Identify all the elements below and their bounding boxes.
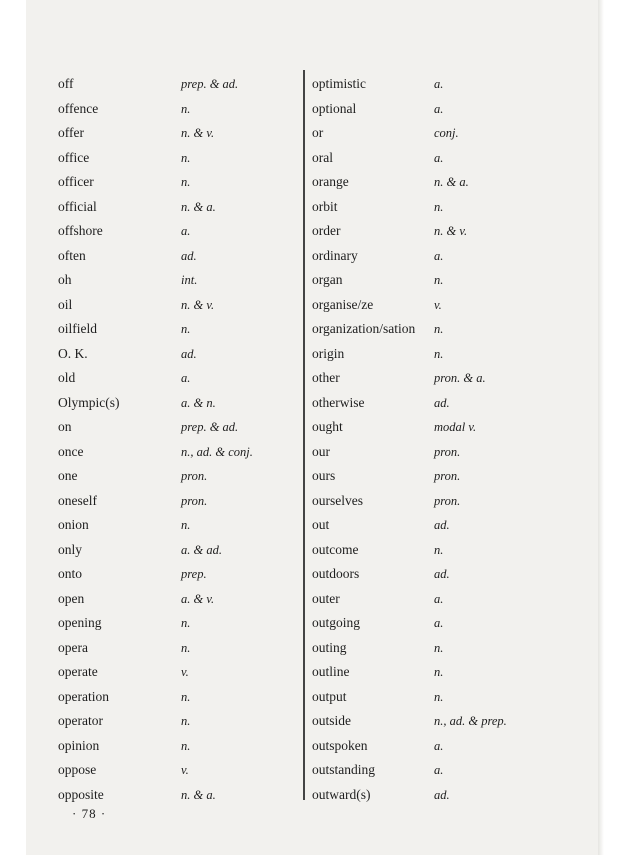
entry-part-of-speech: a. [434,77,444,91]
entry-word: organise/ze [312,296,374,312]
entry-part-of-speech: pron. [181,469,208,483]
entry-word: outstanding [312,762,375,777]
entry-part-of-speech: a. [434,763,444,777]
entry-word: off [58,76,74,91]
entry-word: oral [312,149,333,165]
entry-part-of-speech: n. [434,542,444,557]
entry-part-of-speech: a. [181,224,191,238]
entry-part-of-speech: n. & a. [181,199,216,214]
entry-word: otherwise [312,394,365,410]
entry-word: operate [58,664,98,679]
entry-word: oil [58,296,73,312]
entry-word: outcome [312,541,359,557]
entry-part-of-speech: n. [181,150,191,165]
entry-word: order [312,223,341,238]
entry-word: ours [312,468,336,483]
entry-word: organ [312,272,343,287]
entry-part-of-speech: n. [181,101,191,116]
entry-word: ordinary [312,247,358,263]
entry-part-of-speech: a. [434,101,444,116]
entry-part-of-speech: a. & n. [181,395,216,410]
entry-part-of-speech: n. & v. [181,126,215,140]
entry-word: operator [58,713,103,728]
entry-part-of-speech: ad. [181,346,197,361]
entry-part-of-speech: a. [434,738,444,753]
entry-part-of-speech: a. [434,591,444,606]
entry-part-of-speech: a. [434,150,444,165]
entry-part-of-speech: n., ad. & conj. [181,444,253,459]
entry-word: orbit [312,198,338,214]
entry-word: outline [312,664,350,679]
entry-word: official [58,198,97,214]
entry-part-of-speech: n. [181,640,191,655]
entry-word: outer [312,590,340,606]
entry-part-of-speech: n. [181,738,191,753]
entry-word: organization/sation [312,321,416,336]
entry-part-of-speech: a. [434,616,444,630]
entry-part-of-speech: n. & v. [434,224,468,238]
entry-part-of-speech: n. [181,689,191,704]
entry-word: on [58,419,72,434]
entry-part-of-speech: n. [434,322,444,336]
page-number: · 78 · [72,806,107,821]
entry-part-of-speech: pron. [434,444,461,459]
entry-word: offshore [58,223,103,238]
entry-word: Olympic(s) [58,394,120,410]
entry-part-of-speech: n. [434,199,444,214]
entry-word: opinion [58,737,100,753]
entry-part-of-speech: modal v. [434,420,477,434]
entry-part-of-speech: ad. [434,567,450,581]
entry-word: outward(s) [312,786,371,802]
entry-word: orange [312,174,349,189]
page-edge [598,0,604,855]
entry-part-of-speech: prep. & ad. [181,420,239,434]
entry-part-of-speech: prep. [181,567,207,581]
entry-part-of-speech: n. [181,322,191,336]
entry-part-of-speech: pron. [181,493,208,508]
entry-word: only [58,541,83,557]
entry-part-of-speech: pron. [434,469,461,483]
entry-word: output [312,688,347,704]
entry-word: officer [58,174,94,189]
entry-part-of-speech: n. [181,518,191,532]
entry-word: open [58,590,85,606]
entry-word: outgoing [312,615,361,630]
entry-part-of-speech: prep. & ad. [181,77,239,91]
entry-word: O. K. [58,345,88,361]
entry-word: oilfield [58,321,97,336]
entry-part-of-speech: a. & v. [181,591,215,606]
entry-word: often [58,247,86,263]
entry-word: outdoors [312,566,360,581]
entry-word: opposite [58,786,104,802]
entry-part-of-speech: v. [181,665,189,679]
entry-word: old [58,370,76,385]
entry-part-of-speech: int. [181,273,198,287]
entry-part-of-speech: ad. [181,248,197,263]
entry-word: origin [312,345,345,361]
entry-word: onion [58,517,89,532]
entry-word: outing [312,639,347,655]
entry-part-of-speech: n. & a. [181,787,216,802]
entry-word: opening [58,615,102,630]
entry-part-of-speech: n. [434,640,444,655]
entry-word: or [312,125,324,140]
entry-word: outspoken [312,737,368,753]
entry-part-of-speech: n. [434,689,444,704]
entry-part-of-speech: a. [181,371,191,385]
entry-word: oppose [58,762,97,777]
entry-word: optimistic [312,76,366,91]
entry-part-of-speech: n. [181,714,191,728]
entry-part-of-speech: n. & v. [181,297,215,312]
entry-word: onto [58,566,83,581]
column-divider [303,70,305,800]
entry-part-of-speech: n. [181,175,191,189]
entry-part-of-speech: v. [181,763,189,777]
entry-word: out [312,517,330,532]
entry-part-of-speech: a. [434,248,444,263]
entry-part-of-speech: pron. [434,493,461,508]
entry-part-of-speech: v. [434,297,442,312]
entry-word: office [58,149,90,165]
entry-word: outside [312,713,351,728]
entry-word: operation [58,688,109,704]
entry-part-of-speech: conj. [434,126,459,140]
entry-word: optional [312,100,357,116]
entry-word: other [312,370,340,385]
entry-word: offer [58,125,84,140]
entry-part-of-speech: n. [434,273,444,287]
entry-word: oneself [58,492,97,508]
entry-part-of-speech: n. [181,616,191,630]
entry-word: ought [312,419,343,434]
entry-word: opera [58,639,88,655]
entry-word: oh [58,272,72,287]
entry-word: our [312,443,330,459]
entry-part-of-speech: n. [434,346,444,361]
entry-word: one [58,468,78,483]
entry-word: offence [58,100,99,116]
entry-part-of-speech: n. [434,665,444,679]
entry-part-of-speech: ad. [434,518,450,532]
entry-part-of-speech: ad. [434,787,450,802]
entry-word: ourselves [312,492,363,508]
entry-part-of-speech: a. & ad. [181,542,222,557]
entry-part-of-speech: n., ad. & prep. [434,714,507,728]
entry-part-of-speech: ad. [434,395,450,410]
entry-part-of-speech: pron. & a. [434,371,486,385]
entry-word: once [58,443,84,459]
entry-part-of-speech: n. & a. [434,175,469,189]
